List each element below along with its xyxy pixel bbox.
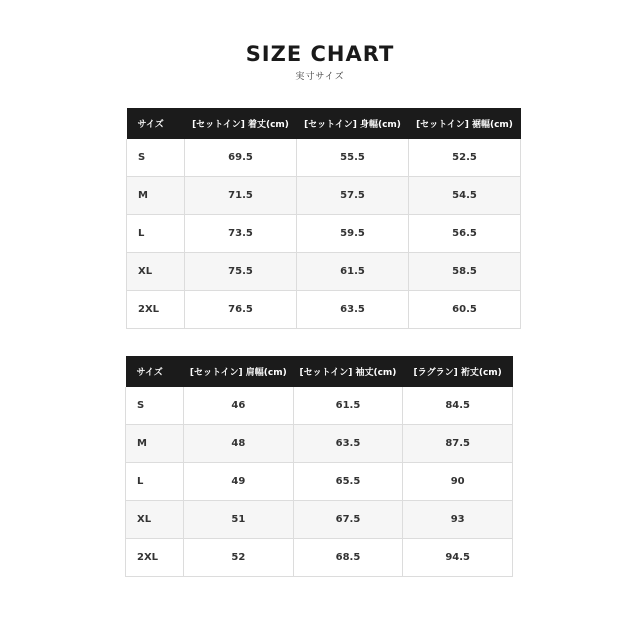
size-cell: M [126,425,184,463]
size-cell: M [127,177,185,215]
value-cell: 67.5 [293,501,403,539]
page-subtitle: 実寸サイズ [295,72,345,82]
table-row [127,139,521,177]
table-row [127,291,521,329]
value-cell: 59.5 [297,215,409,253]
value-cell: 71.5 [185,177,297,215]
value-cell: 61.5 [293,387,403,425]
column-header-sleeve-length: [セットイン] 袖丈(cm) [293,356,403,387]
value-cell: 52 [184,539,294,577]
value-cell: 49 [184,463,294,501]
size-cell: L [127,215,185,253]
size-cell: XL [126,501,184,539]
value-cell: 60.5 [409,291,521,329]
table-row [126,387,513,425]
value-cell: 57.5 [297,177,409,215]
value-cell: 75.5 [185,253,297,291]
value-cell: 61.5 [297,253,409,291]
value-cell: 93 [403,501,513,539]
value-cell: 54.5 [409,177,521,215]
table-row [126,539,513,577]
size-cell: L [126,463,184,501]
table-row [127,177,521,215]
value-cell: 56.5 [409,215,521,253]
size-cell: 2XL [126,539,184,577]
value-cell: 76.5 [185,291,297,329]
table-row [126,501,513,539]
value-cell: 55.5 [297,139,409,177]
table-row [127,253,521,291]
column-header-body-width: [セットイン] 身幅(cm) [297,108,409,139]
table-row [127,215,521,253]
column-header-size: サイズ [126,356,184,387]
value-cell: 46 [184,387,294,425]
value-cell: 51 [184,501,294,539]
value-cell: 63.5 [297,291,409,329]
value-cell: 84.5 [403,387,513,425]
table-row [126,463,513,501]
column-header-length: [セットイン] 着丈(cm) [185,108,297,139]
value-cell: 90 [403,463,513,501]
size-cell: S [126,387,184,425]
value-cell: 52.5 [409,139,521,177]
size-cell: XL [127,253,185,291]
value-cell: 87.5 [403,425,513,463]
value-cell: 68.5 [293,539,403,577]
value-cell: 94.5 [403,539,513,577]
value-cell: 48 [184,425,294,463]
value-cell: 69.5 [185,139,297,177]
page-title: SIZE CHART [245,42,395,66]
table-row [126,425,513,463]
value-cell: 73.5 [185,215,297,253]
size-table-sleeve-measurements [125,356,513,577]
column-header-size: サイズ [127,108,185,139]
size-cell: S [127,139,185,177]
column-header-hem-width: [セットイン] 裾幅(cm) [409,108,521,139]
size-cell: 2XL [127,291,185,329]
column-header-raglan-sleeve: [ラグラン] 裄丈(cm) [403,356,513,387]
value-cell: 65.5 [293,463,403,501]
size-table-body-measurements [126,108,521,329]
table-header-row [126,356,513,387]
value-cell: 58.5 [409,253,521,291]
table-header-row [127,108,521,139]
column-header-shoulder-width: [セットイン] 肩幅(cm) [184,356,294,387]
value-cell: 63.5 [293,425,403,463]
